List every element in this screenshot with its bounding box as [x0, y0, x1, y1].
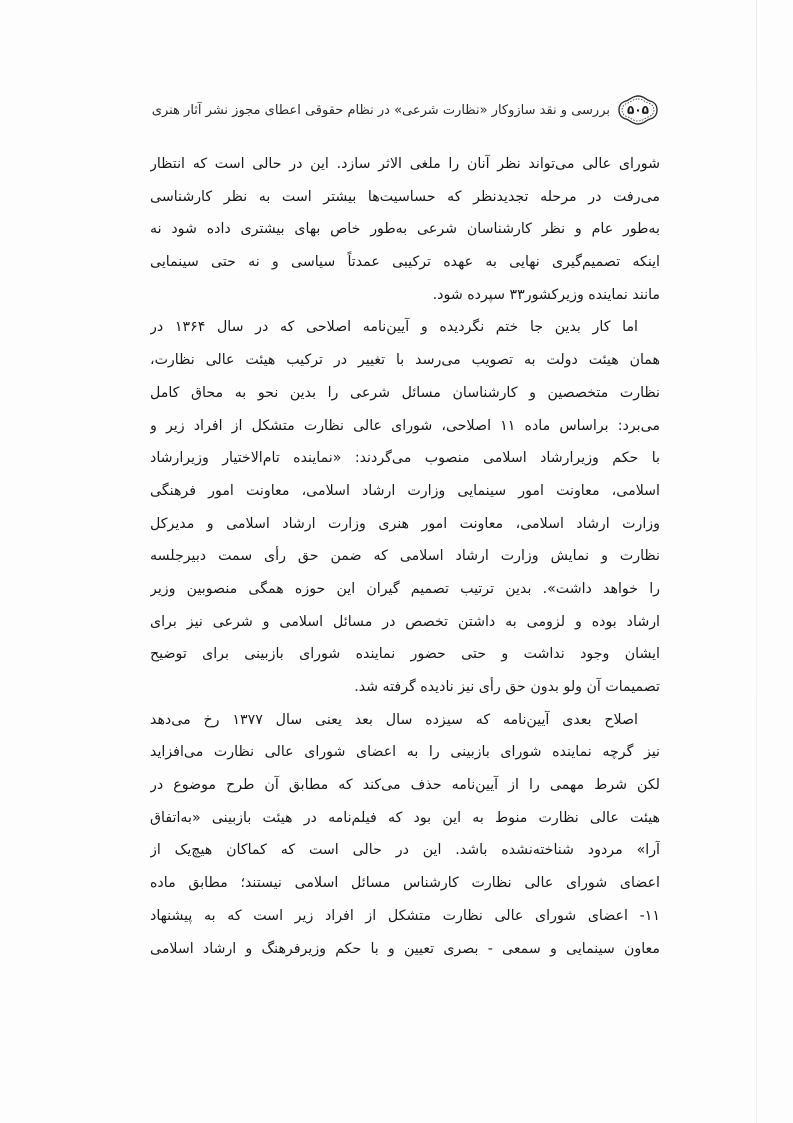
text-line: نظارت و نمایش وزارت ارشاد اسلامی که ضمن حق رأی سمت دبیرجلسه [150, 548, 660, 565]
text-line: شورای عالی می‌تواند نظر آنان را ملغی الاثر سازد. این در حالی است که انتظار [150, 156, 660, 172]
scan-edge-shadow [756, 0, 757, 1123]
text-line: نظارت متخصصین و کارشناسان مسائل شرعی را بدین نحو به محاق کامل [150, 384, 660, 401]
text-line: ایشان وجود نداشت و حتی حضور نماینده شورای بازبینی برای توضیح [150, 646, 660, 663]
text-line: اعضای شورای عالی نظارت کارشناس مسائل اسلامی نیستند؛ مطابق ماده [150, 875, 660, 892]
text-line: اینکه تصمیم‌گیری نهایی به عهده ترکیبی عمدتاً سیاسی و نه حتی سینمایی [150, 254, 660, 271]
text-line: اسلامی، معاونت امور سینمایی وزارت ارشاد اسلامی، معاونت امور فرهنگی [150, 482, 660, 499]
paragraph-start-line: اما کار بدین جا ختم نگردیده و آیین‌نامه اصلاحی که در سال ۱۳۶۴ در [150, 319, 638, 336]
running-header [150, 92, 658, 128]
text-line: را خواهد داشت». بدین ترتیب تصمیم گیران این حوزه همگی منصوبین وزیر [150, 580, 660, 597]
page-number-ornament [618, 95, 658, 125]
text-line: تصمیمات آن ولو بدون حق رأی نیز نادیده گرفته شد. [354, 679, 660, 695]
text-line: ۱۱- اعضای شورای عالی نظارت متشکل از افراد زیر است که به پیشنهاد [150, 907, 660, 924]
text-line: با حکم وزیرارشاد اسلامی منصوب می‌گردند: «نماینده تام‌الاختیار وزیرارشاد [150, 450, 660, 467]
text-line: وزارت ارشاد اسلامی، معاونت امور هنری وزارت ارشاد اسلامی و مدیرکل [150, 515, 660, 532]
text-line: نیز گرچه نماینده شورای بازبینی را به اعضای شورای عالی نظارت می‌افزاید [150, 744, 660, 761]
text-line: مانند نماینده وزیرکشور۳۳ سپرده شود. [432, 286, 660, 303]
text-line: همان هیئت دولت به تصویب می‌رسد با تغییر در ترکیب هیئت عالی نظارت، [150, 352, 660, 369]
text-line: ارشاد بوده و لزومی به داشتن تخصص در مسائل اسلامی و شرعی نیز برای [150, 613, 660, 630]
text-line: می‌برد: براساس ماده ۱۱ اصلاحی، شورای عالی نظارت متشکل از افراد زیر و [150, 417, 660, 434]
text-line: هیئت عالی نظارت منوط به این بود که فیلم‌نامه در هیئت بازبینی «به‌اتفاق [150, 809, 660, 826]
running-header-title: بررسی و نقد سازوکار «نظارت شرعی» در نظام حقوقی اعطای مجوز نشر آثار هنری [151, 102, 610, 118]
text-line: آرا» مردود شناخته‌نشده باشد. این در حالی است که کماکان هیچ‌یک از [150, 842, 660, 859]
paragraph-start-line: اصلاح بعدی آیین‌نامه که سیزده سال بعد یعنی سال ۱۳۷۷ رخ می‌دهد [150, 711, 638, 728]
text-line: به‌طور عام و نظر کارشناسان شرعی به‌طور خاص بهای بیشتری داده شود نه [150, 221, 660, 238]
text-line: معاون سینمایی و سمعی - بصری تعیین و با حکم وزیرفرهنگ و ارشاد اسلامی [150, 940, 660, 957]
page-number: ۵۰۵ [627, 103, 649, 117]
body-text [150, 148, 660, 965]
text-line: می‌رفت در مرحله تجدیدنظر که حساسیت‌ها بیشتر است به نظر کارشناسی [150, 188, 660, 205]
text-line: لکن شرط مهمی را از آیین‌نامه حذف می‌کند که مطابق آن طرح موضوع در [150, 777, 660, 794]
